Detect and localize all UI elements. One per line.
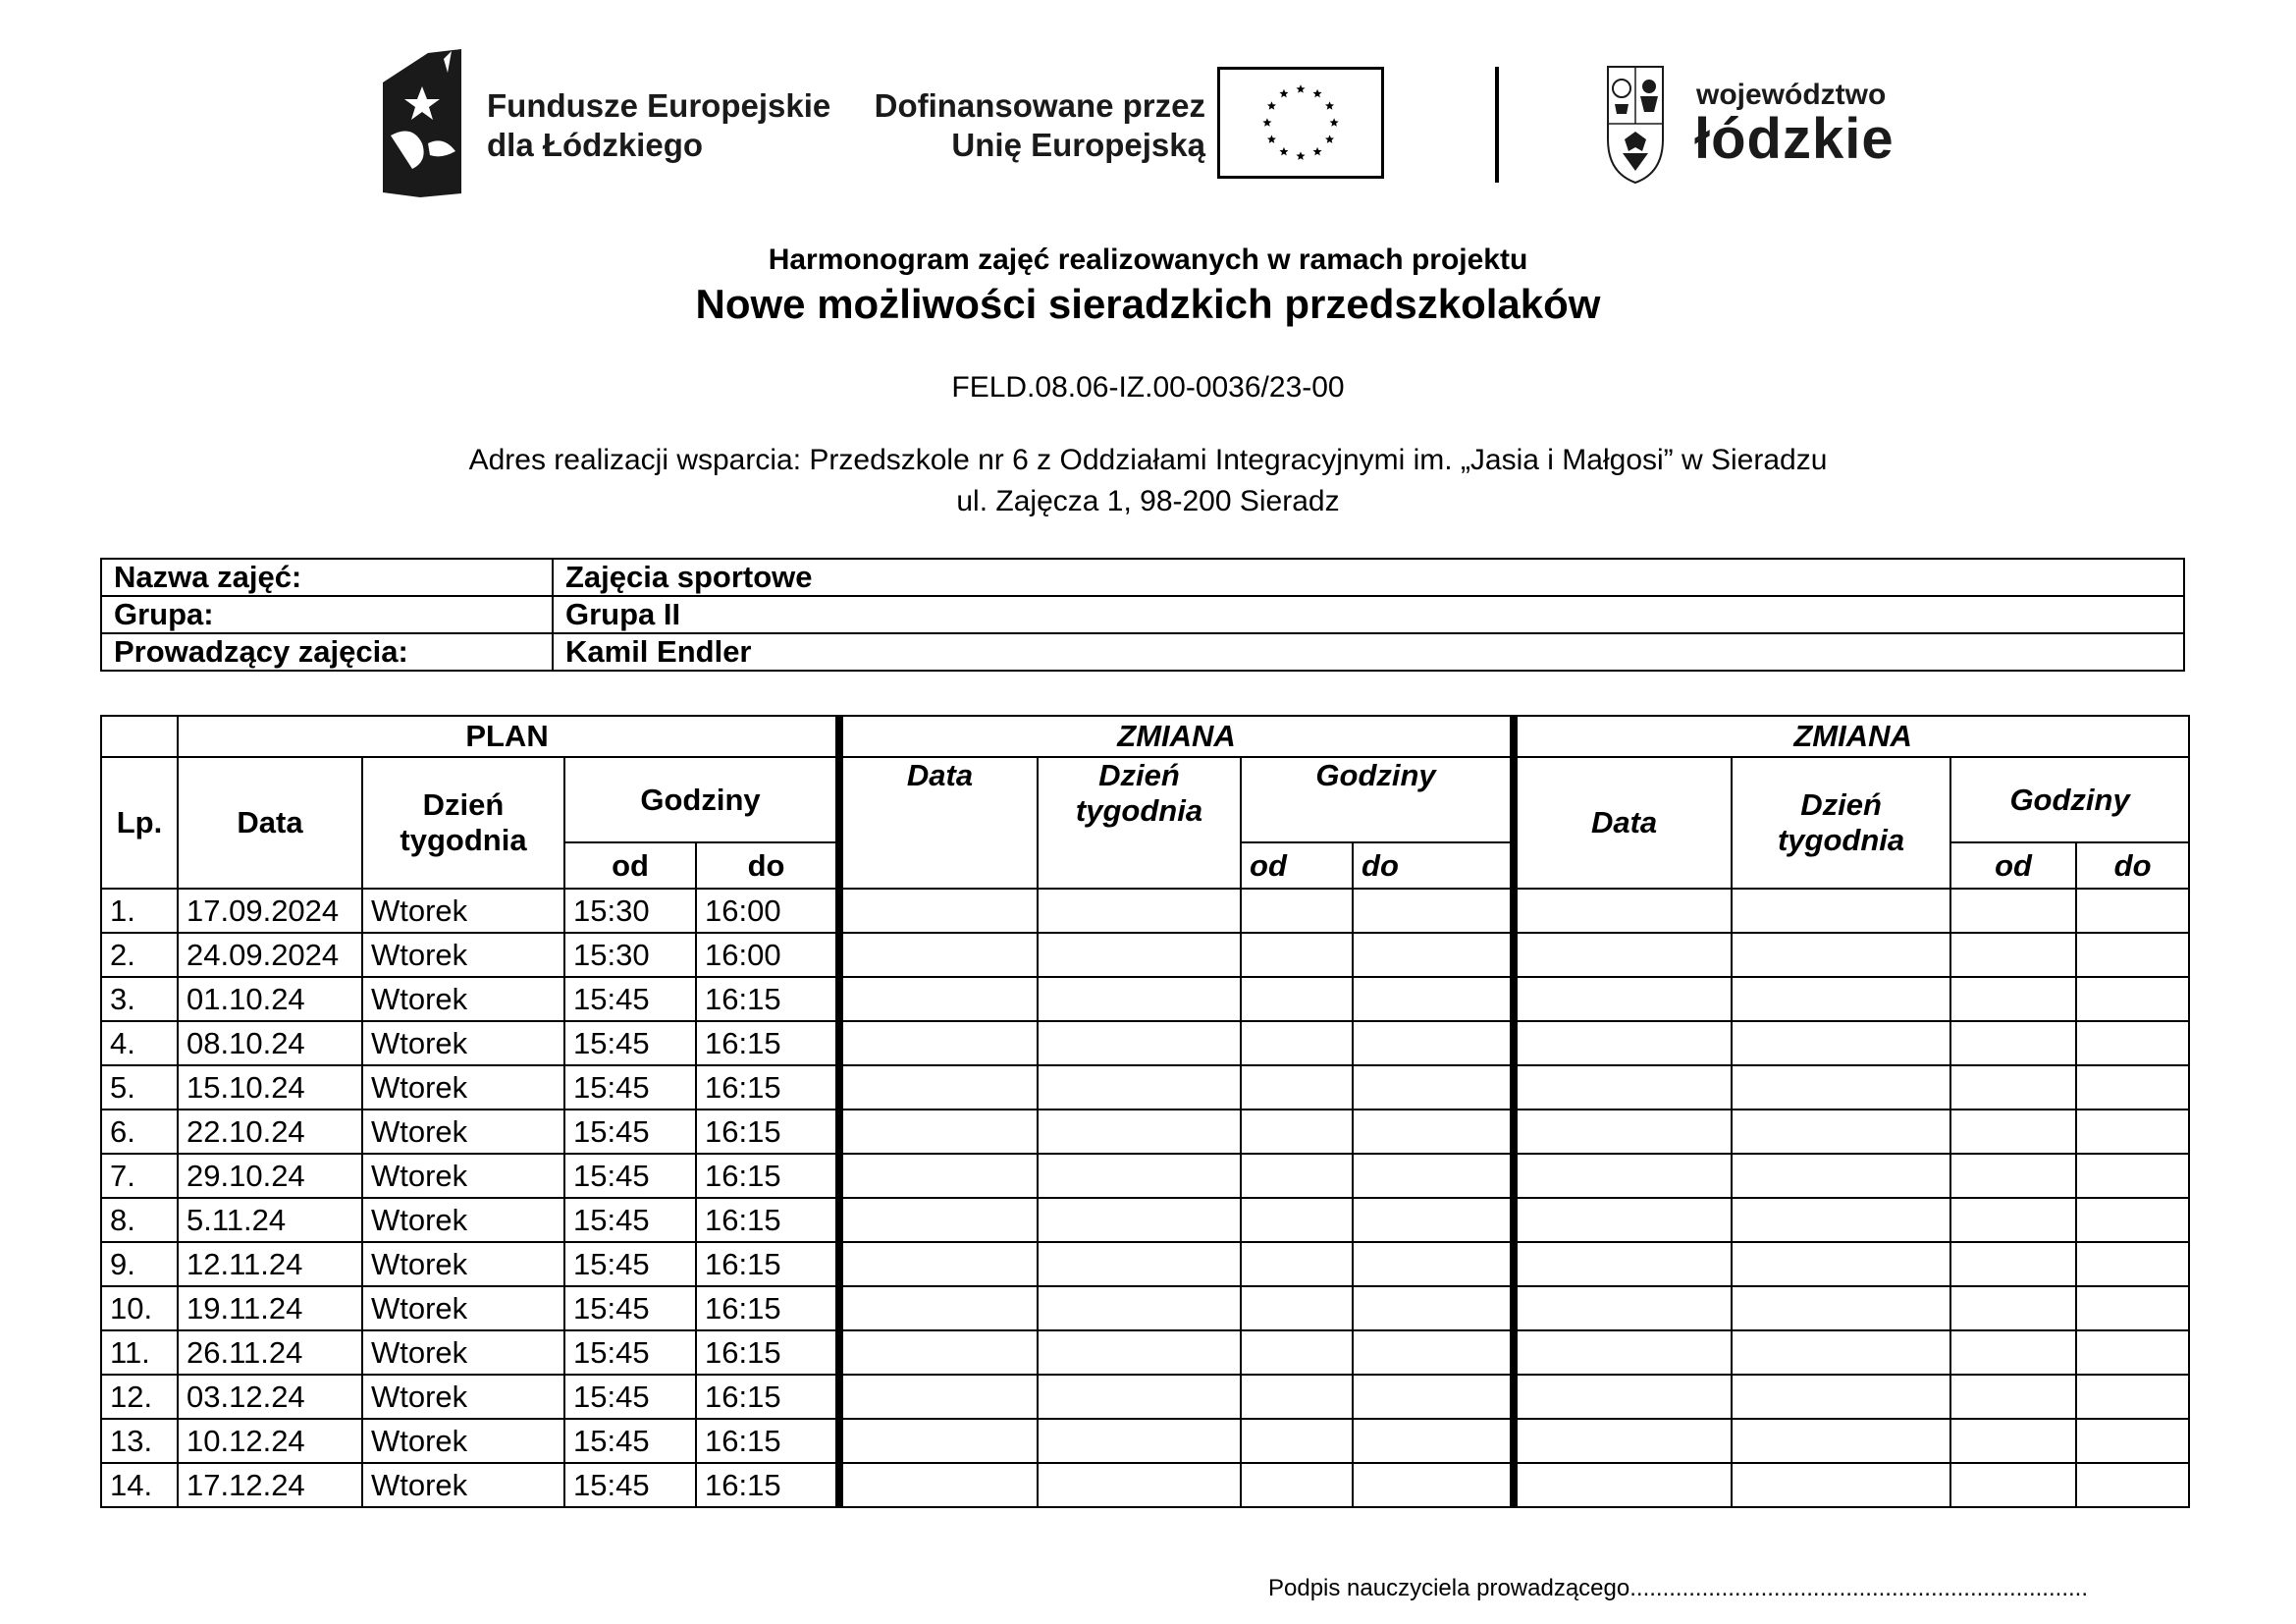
- empty-change-cell: [1950, 1286, 2076, 1330]
- cell-day: Wtorek: [362, 1419, 564, 1463]
- cell-day: Wtorek: [362, 1286, 564, 1330]
- eu-star-icon: [1296, 151, 1305, 160]
- empty-change-cell: [839, 1242, 1038, 1286]
- empty-change-cell: [1241, 1375, 1353, 1419]
- empty-change-cell: [839, 933, 1038, 977]
- plan-day-header: [362, 757, 564, 889]
- cell-date: 22.10.24: [178, 1110, 362, 1154]
- empty-change-cell: [1514, 1154, 1732, 1198]
- cell-from: 15:45: [564, 977, 696, 1021]
- eu-star-icon: [1313, 89, 1322, 98]
- cell-date: 19.11.24: [178, 1286, 362, 1330]
- cell-lp: 8.: [101, 1198, 178, 1242]
- eu-star-icon: [1267, 135, 1276, 143]
- table-row: [101, 1198, 2189, 1242]
- cell-to: 16:00: [696, 933, 839, 977]
- fe-line2: dla Łódzkiego: [487, 127, 704, 163]
- table-row: [101, 1065, 2189, 1110]
- empty-change-cell: [1038, 889, 1241, 933]
- empty-change-cell: [1241, 977, 1353, 1021]
- empty-change-cell: [1732, 889, 1950, 933]
- schedule-header-row-1: [101, 716, 2189, 757]
- cell-from: 15:45: [564, 1065, 696, 1110]
- cell-date: 24.09.2024: [178, 933, 362, 977]
- eu-star-icon: [1313, 147, 1322, 156]
- zmiana-header-1: ZMIANA: [839, 716, 1514, 757]
- cell-to: 16:15: [696, 1330, 839, 1375]
- empty-change-cell: [1038, 1463, 1241, 1507]
- empty-change-cell: [1353, 1065, 1514, 1110]
- empty-change-cell: [1514, 1065, 1732, 1110]
- empty-change-cell: [1732, 1419, 1950, 1463]
- table-row: [101, 1419, 2189, 1463]
- group-label: Grupa:: [101, 596, 553, 633]
- cell-day: Wtorek: [362, 1242, 564, 1286]
- cell-day: Wtorek: [362, 889, 564, 933]
- schedule-body: [101, 889, 2189, 1507]
- cell-from: 15:45: [564, 1242, 696, 1286]
- empty-change-cell: [1038, 1021, 1241, 1065]
- cell-date: 17.09.2024: [178, 889, 362, 933]
- eu-star-icon: [1325, 135, 1334, 143]
- cell-lp: 2.: [101, 933, 178, 977]
- empty-change-cell: [2076, 1110, 2189, 1154]
- plan-date-header: Data: [178, 757, 362, 889]
- empty-change-cell: [1241, 1154, 1353, 1198]
- eu-star-icon: [1267, 101, 1276, 110]
- zmiana1-day-line2: tygodnia: [1075, 793, 1203, 828]
- empty-change-cell: [1241, 1242, 1353, 1286]
- cell-day: Wtorek: [362, 1065, 564, 1110]
- empty-change-cell: [1514, 889, 1732, 933]
- dofinansowane-text: [813, 86, 1205, 165]
- lead-value: Kamil Endler: [553, 633, 2184, 671]
- table-row: [101, 1375, 2189, 1419]
- cell-date: 15.10.24: [178, 1065, 362, 1110]
- empty-change-cell: [2076, 1419, 2189, 1463]
- schedule-table: [100, 715, 2190, 1508]
- cell-from: 15:45: [564, 1021, 696, 1065]
- empty-change-cell: [1353, 933, 1514, 977]
- zmiana1-day-line1: Dzień: [1098, 758, 1180, 792]
- name-value: Zajęcia sportowe: [553, 559, 2184, 596]
- empty-change-cell: [1353, 1198, 1514, 1242]
- empty-change-cell: [1514, 933, 1732, 977]
- plan-hours-header: Godziny: [564, 757, 839, 842]
- table-row: [101, 1021, 2189, 1065]
- cell-to: 16:15: [696, 1154, 839, 1198]
- empty-change-cell: [839, 889, 1038, 933]
- cell-from: 15:45: [564, 1463, 696, 1507]
- empty-change-cell: [1353, 1330, 1514, 1375]
- empty-change-cell: [1514, 1286, 1732, 1330]
- empty-change-cell: [1241, 1065, 1353, 1110]
- cell-day: Wtorek: [362, 933, 564, 977]
- empty-change-cell: [2076, 1065, 2189, 1110]
- lead-label: Prowadzący zajęcia:: [101, 633, 553, 671]
- table-row: [101, 889, 2189, 933]
- logo-bar: [383, 39, 1953, 206]
- empty-change-cell: [1732, 933, 1950, 977]
- table-row: [101, 1463, 2189, 1507]
- empty-change-cell: [1950, 933, 2076, 977]
- zmiana2-do-header: do: [2076, 842, 2189, 889]
- empty-change-cell: [1732, 1065, 1950, 1110]
- empty-change-cell: [839, 977, 1038, 1021]
- cell-day: Wtorek: [362, 1375, 564, 1419]
- cell-to: 16:15: [696, 977, 839, 1021]
- fe-line1: Fundusze Europejskie: [487, 87, 831, 124]
- zmiana1-od-header: od: [1241, 842, 1353, 889]
- empty-change-cell: [1732, 1154, 1950, 1198]
- empty-change-cell: [1038, 933, 1241, 977]
- cell-from: 15:30: [564, 889, 696, 933]
- group-value: Grupa II: [553, 596, 2184, 633]
- empty-change-cell: [1241, 1021, 1353, 1065]
- empty-change-cell: [1241, 1198, 1353, 1242]
- info-row-name: [101, 559, 2184, 596]
- empty-change-cell: [1950, 1463, 2076, 1507]
- empty-change-cell: [2076, 1286, 2189, 1330]
- zmiana1-hours-header: Godziny: [1241, 757, 1514, 842]
- cell-lp: 7.: [101, 1154, 178, 1198]
- empty-change-cell: [1950, 1154, 2076, 1198]
- empty-change-cell: [1353, 1419, 1514, 1463]
- empty-change-cell: [2076, 1330, 2189, 1375]
- empty-change-cell: [1950, 1110, 2076, 1154]
- cell-lp: 13.: [101, 1419, 178, 1463]
- cell-date: 10.12.24: [178, 1419, 362, 1463]
- zmiana2-day-line2: tygodnia: [1777, 823, 1905, 857]
- empty-change-cell: [2076, 1021, 2189, 1065]
- empty-change-cell: [1514, 1110, 1732, 1154]
- plan-do-header: do: [696, 842, 839, 889]
- empty-change-cell: [1038, 1198, 1241, 1242]
- cell-lp: 9.: [101, 1242, 178, 1286]
- fundusze-europejskie-logo-icon: [383, 45, 461, 197]
- address-line2: ul. Zajęcza 1, 98-200 Sieradz: [956, 485, 1340, 517]
- empty-change-cell: [1241, 1419, 1353, 1463]
- empty-change-cell: [1353, 889, 1514, 933]
- cell-day: Wtorek: [362, 977, 564, 1021]
- cell-day: Wtorek: [362, 1110, 564, 1154]
- empty-change-cell: [839, 1198, 1038, 1242]
- zmiana-header-2: ZMIANA: [1514, 716, 2189, 757]
- cell-from: 15:45: [564, 1330, 696, 1375]
- empty-change-cell: [1732, 977, 1950, 1021]
- page-title: Nowe możliwości sieradzkich przedszkolaków: [695, 281, 1601, 327]
- empty-change-cell: [1950, 1198, 2076, 1242]
- cell-to: 16:15: [696, 1110, 839, 1154]
- lodzkie-crest-icon: [1605, 63, 1666, 187]
- empty-change-cell: [839, 1375, 1038, 1419]
- empty-change-cell: [1950, 889, 2076, 933]
- empty-change-cell: [1038, 1330, 1241, 1375]
- empty-change-cell: [1514, 1021, 1732, 1065]
- cell-lp: 4.: [101, 1021, 178, 1065]
- empty-change-cell: [1038, 1419, 1241, 1463]
- empty-change-cell: [1732, 1110, 1950, 1154]
- cell-to: 16:15: [696, 1065, 839, 1110]
- empty-change-cell: [2076, 1463, 2189, 1507]
- cell-date: 08.10.24: [178, 1021, 362, 1065]
- empty-change-cell: [1038, 1286, 1241, 1330]
- empty-change-cell: [2076, 889, 2189, 933]
- table-row: [101, 1110, 2189, 1154]
- schedule-header-row-2: [101, 757, 2189, 842]
- cell-date: 01.10.24: [178, 977, 362, 1021]
- empty-change-cell: [839, 1286, 1038, 1330]
- cell-from: 15:45: [564, 1110, 696, 1154]
- eu-star-icon: [1279, 89, 1288, 98]
- address-line1: Adres realizacji wsparcia: Przedszkole nr 6 z Oddziałami Integracyjnymi im. „Jasia i Małgosi” w Sieradzu: [468, 444, 1828, 476]
- cell-lp: 12.: [101, 1375, 178, 1419]
- cell-date: 5.11.24: [178, 1198, 362, 1242]
- empty-change-cell: [2076, 933, 2189, 977]
- empty-change-cell: [1353, 977, 1514, 1021]
- empty-change-cell: [1038, 1375, 1241, 1419]
- table-row: [101, 1242, 2189, 1286]
- cell-lp: 3.: [101, 977, 178, 1021]
- empty-change-cell: [1038, 1154, 1241, 1198]
- empty-change-cell: [1353, 1021, 1514, 1065]
- empty-change-cell: [2076, 1198, 2189, 1242]
- cell-from: 15:45: [564, 1198, 696, 1242]
- zmiana1-do-header: do: [1353, 842, 1514, 889]
- empty-change-cell: [1038, 1065, 1241, 1110]
- empty-change-cell: [839, 1110, 1038, 1154]
- empty-change-cell: [2076, 1242, 2189, 1286]
- zmiana2-od-header: od: [1950, 842, 2076, 889]
- eu-star-icon: [1325, 101, 1334, 110]
- cell-lp: 6.: [101, 1110, 178, 1154]
- cell-date: 29.10.24: [178, 1154, 362, 1198]
- empty-change-cell: [1732, 1242, 1950, 1286]
- empty-change-cell: [839, 1463, 1038, 1507]
- cell-to: 16:15: [696, 1286, 839, 1330]
- logo-divider: [1495, 67, 1499, 183]
- table-row: [101, 977, 2189, 1021]
- cell-lp: 10.: [101, 1286, 178, 1330]
- empty-change-cell: [2076, 1154, 2189, 1198]
- empty-change-cell: [1353, 1375, 1514, 1419]
- name-label: Nazwa zajęć:: [101, 559, 553, 596]
- table-row: [101, 1286, 2189, 1330]
- zmiana1-date-header: Data: [839, 757, 1038, 889]
- empty-change-cell: [1950, 1419, 2076, 1463]
- cell-from: 15:45: [564, 1419, 696, 1463]
- empty-change-cell: [839, 1330, 1038, 1375]
- cell-to: 16:15: [696, 1375, 839, 1419]
- plan-header: PLAN: [178, 716, 839, 757]
- eu-flag-icon: [1217, 67, 1384, 179]
- region-name-small: województwo: [1696, 79, 1887, 111]
- cell-date: 17.12.24: [178, 1463, 362, 1507]
- empty-change-cell: [839, 1419, 1038, 1463]
- empty-change-cell: [1950, 1021, 2076, 1065]
- cell-day: Wtorek: [362, 1463, 564, 1507]
- empty-change-cell: [839, 1154, 1038, 1198]
- empty-change-cell: [1732, 1198, 1950, 1242]
- cell-date: 12.11.24: [178, 1242, 362, 1286]
- fundusze-europejskie-text: [487, 86, 830, 165]
- cell-to: 16:15: [696, 1419, 839, 1463]
- cell-to: 16:00: [696, 889, 839, 933]
- empty-change-cell: [839, 1021, 1038, 1065]
- empty-change-cell: [1950, 1065, 2076, 1110]
- empty-change-cell: [1950, 977, 2076, 1021]
- info-row-lead: [101, 633, 2184, 671]
- empty-change-cell: [1038, 1242, 1241, 1286]
- plan-day-line1: Dzień: [422, 787, 505, 822]
- table-row: [101, 1330, 2189, 1375]
- empty-change-cell: [1732, 1375, 1950, 1419]
- cell-day: Wtorek: [362, 1198, 564, 1242]
- empty-change-cell: [1241, 1330, 1353, 1375]
- empty-change-cell: [1950, 1375, 2076, 1419]
- cell-to: 16:15: [696, 1242, 839, 1286]
- empty-change-cell: [1514, 1242, 1732, 1286]
- dof-line1: Dofinansowane przez: [874, 87, 1205, 124]
- empty-change-cell: [1950, 1242, 2076, 1286]
- empty-change-cell: [1732, 1330, 1950, 1375]
- cell-day: Wtorek: [362, 1021, 564, 1065]
- empty-change-cell: [1241, 1286, 1353, 1330]
- empty-change-cell: [1514, 1198, 1732, 1242]
- cell-to: 16:15: [696, 1021, 839, 1065]
- empty-change-cell: [1514, 1375, 1732, 1419]
- cell-from: 15:30: [564, 933, 696, 977]
- empty-change-cell: [1732, 1021, 1950, 1065]
- empty-change-cell: [1353, 1286, 1514, 1330]
- cell-from: 15:45: [564, 1154, 696, 1198]
- empty-change-cell: [1241, 933, 1353, 977]
- empty-change-cell: [1732, 1286, 1950, 1330]
- zmiana2-day-header: [1732, 757, 1950, 889]
- page-subheading: Harmonogram zajęć realizowanych w ramach projektu: [768, 244, 1528, 276]
- cell-date: 03.12.24: [178, 1375, 362, 1419]
- empty-change-cell: [839, 1065, 1038, 1110]
- empty-change-cell: [1514, 1419, 1732, 1463]
- info-row-group: [101, 596, 2184, 633]
- zmiana1-day-header: [1038, 757, 1241, 889]
- cell-lp: 1.: [101, 889, 178, 933]
- empty-change-cell: [1353, 1154, 1514, 1198]
- zmiana2-day-line1: Dzień: [1800, 787, 1882, 822]
- cell-to: 16:15: [696, 1198, 839, 1242]
- teacher-signature-line: Podpis nauczyciela prowadzącego......................................................................: [1268, 1575, 2088, 1601]
- eu-star-icon: [1262, 118, 1271, 127]
- cell-to: 16:15: [696, 1463, 839, 1507]
- empty-change-cell: [1241, 889, 1353, 933]
- dof-line2: Unię Europejską: [951, 127, 1205, 163]
- cell-from: 15:45: [564, 1375, 696, 1419]
- empty-change-cell: [1514, 1330, 1732, 1375]
- cell-from: 15:45: [564, 1286, 696, 1330]
- region-name-big: łódzkie: [1694, 107, 1895, 171]
- plan-od-header: od: [564, 842, 696, 889]
- info-table: [100, 558, 2185, 672]
- empty-change-cell: [1950, 1330, 2076, 1375]
- empty-change-cell: [1514, 977, 1732, 1021]
- zmiana2-hours-header: Godziny: [1950, 757, 2189, 842]
- empty-change-cell: [1353, 1242, 1514, 1286]
- empty-change-cell: [1732, 1463, 1950, 1507]
- empty-change-cell: [1241, 1463, 1353, 1507]
- lp-header: Lp.: [101, 757, 178, 889]
- empty-change-cell: [1038, 977, 1241, 1021]
- empty-change-cell: [1353, 1110, 1514, 1154]
- cell-date: 26.11.24: [178, 1330, 362, 1375]
- empty-change-cell: [1514, 1463, 1732, 1507]
- empty-change-cell: [1038, 1110, 1241, 1154]
- project-code: FELD.08.06-IZ.00-0036/23-00: [951, 371, 1345, 404]
- eu-star-icon: [1330, 118, 1339, 127]
- eu-star-icon: [1296, 84, 1305, 93]
- zmiana2-date-header: Data: [1514, 757, 1732, 889]
- header-empty-cell: [101, 716, 178, 757]
- empty-change-cell: [1353, 1463, 1514, 1507]
- empty-change-cell: [2076, 1375, 2189, 1419]
- table-row: [101, 1154, 2189, 1198]
- plan-day-line2: tygodnia: [400, 823, 527, 857]
- cell-lp: 14.: [101, 1463, 178, 1507]
- cell-lp: 11.: [101, 1330, 178, 1375]
- table-row: [101, 933, 2189, 977]
- eu-star-icon: [1279, 147, 1288, 156]
- empty-change-cell: [2076, 977, 2189, 1021]
- empty-change-cell: [1241, 1110, 1353, 1154]
- cell-lp: 5.: [101, 1065, 178, 1110]
- cell-day: Wtorek: [362, 1330, 564, 1375]
- cell-day: Wtorek: [362, 1154, 564, 1198]
